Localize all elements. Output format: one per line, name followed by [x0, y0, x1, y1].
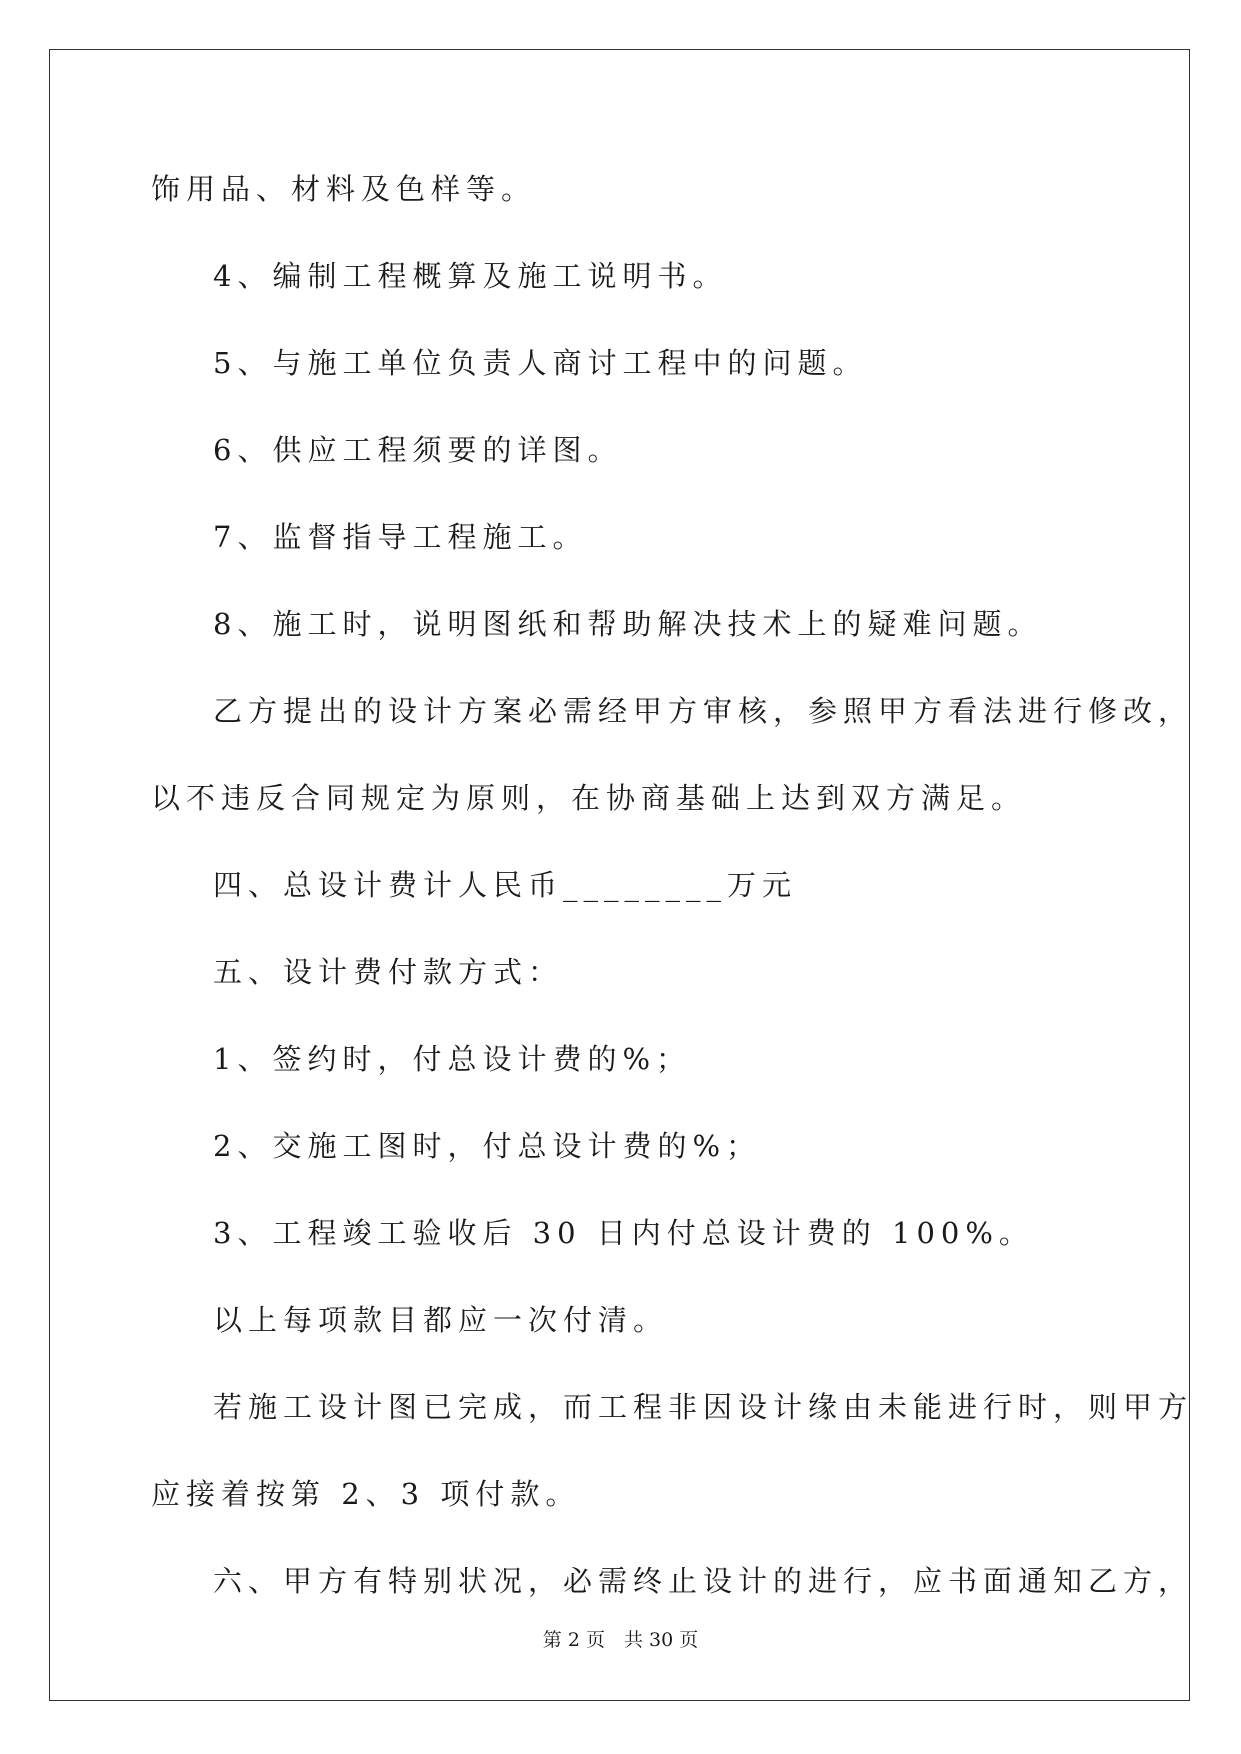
text-line-10: 五、设计费付款方式： — [213, 955, 564, 989]
text-line-7: 乙方提出的设计方案必需经甲方审核，参照甲方看法进行修改， — [213, 694, 1194, 728]
page-number: 第 2 页 共 30 页 — [542, 1629, 699, 1651]
text-line-3: 5、与施工单位负责人商讨工程中的问题。 — [213, 346, 868, 380]
text-line-12: 2、交施工图时，付总设计费的%； — [213, 1129, 762, 1163]
text-line-15: 若施工设计图已完成，而工程非因设计缘由未能进行时，则甲方 — [213, 1390, 1194, 1424]
text-line-16: 应接着按第 2、3 项付款。 — [151, 1477, 581, 1511]
text-line-5: 7、监督指导工程施工。 — [213, 520, 588, 554]
text-line-14: 以上每项款目都应一次付清。 — [213, 1303, 669, 1337]
text-line-17: 六、甲方有特别状况，必需终止设计的进行，应书面通知乙方， — [213, 1564, 1194, 1598]
text-line-13: 3、工程竣工验收后 30 日内付总设计费的 100%。 — [213, 1216, 1034, 1250]
text-line-6: 8、施工时，说明图纸和帮助解决技术上的疑难问题。 — [213, 607, 1043, 641]
text-line-2: 4、编制工程概算及施工说明书。 — [213, 259, 728, 293]
text-line-8: 以不违反合同规定为原则，在协商基础上达到双方满足。 — [151, 781, 1027, 815]
text-line-4: 6、供应工程须要的详图。 — [213, 433, 623, 467]
text-line-1: 饰用品、材料及色样等。 — [151, 172, 537, 206]
text-line-11: 1、签约时，付总设计费的%； — [213, 1042, 692, 1076]
text-line-9: 四、总设计费计人民币________万元 — [213, 868, 798, 902]
